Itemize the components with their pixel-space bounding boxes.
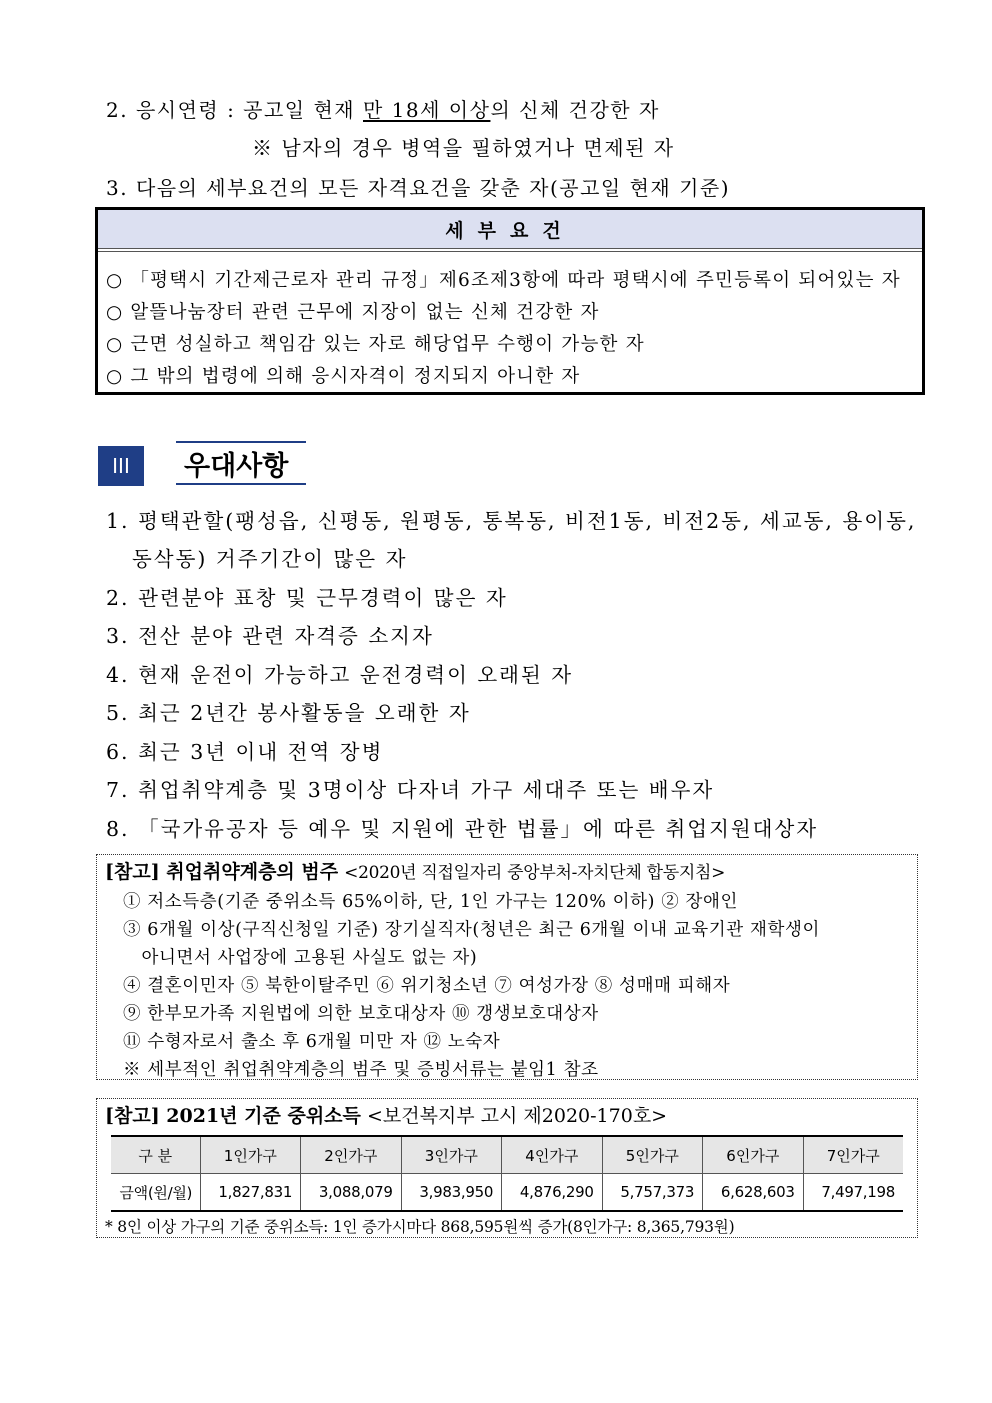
- preference-item: 6. 최근 3년 이내 전역 장병: [106, 740, 384, 764]
- section-title: 우대사항: [176, 441, 306, 485]
- header-divider: [98, 249, 922, 252]
- preference-item: 3. 전산 분야 관련 자격증 소지자: [106, 624, 434, 648]
- requirement-item: ○ 그 밖의 법령에 의해 응시자격이 정지되지 아니한 자: [106, 366, 581, 387]
- column-header: 4인가구: [502, 1136, 603, 1174]
- reference-income-title: [참고] 2021년 기준 중위소득 <보건복지부 고시 제2020-170호>: [105, 1105, 668, 1127]
- row-label: 금액(원/월): [111, 1174, 200, 1212]
- column-header: 5인가구: [602, 1136, 703, 1174]
- preference-item: 2. 관련분야 표창 및 근무경력이 많은 자: [106, 586, 508, 610]
- preference-item: 5. 최근 2년간 봉사활동을 오래한 자: [106, 701, 471, 725]
- section-number: III: [98, 446, 144, 486]
- table-cell: 3,983,950: [401, 1174, 502, 1212]
- table-row: [111, 1174, 903, 1212]
- column-header: 구 분: [111, 1136, 200, 1174]
- requirement-item: ○ 알뜰나눔장터 관련 근무에 지장이 없는 신체 건강한 자: [106, 302, 600, 323]
- reference-vulnerable-box: [96, 854, 918, 1080]
- table-cell: 5,757,373: [602, 1174, 703, 1212]
- reference-income-box: [96, 1098, 918, 1238]
- reference-vulnerable-title: [참고] 취업취약계층의 범주 <2020년 직접일자리 중앙부처-자치단체 합동지침>: [105, 861, 726, 883]
- preference-item: 8. 「국가유공자 등 예우 및 지원에 관한 법률」에 따른 취업지원대상자: [106, 817, 819, 841]
- reference-line: ④ 결혼이민자 ⑤ 북한이탈주민 ⑥ 위기청소년 ⑦ 여성가장 ⑧ 성매매 피해자: [123, 976, 731, 996]
- military-note: ※ 남자의 경우 병역을 필하였거나 면제된 자: [252, 136, 675, 160]
- column-header: 3인가구: [401, 1136, 502, 1174]
- income-table: [111, 1135, 903, 1212]
- requirements-box: [95, 207, 925, 395]
- age-underlined: 만 18세 이상: [363, 98, 491, 122]
- age-requirement: 2. 응시연령 : 공고일 현재 만 18세 이상의 신체 건강한 자: [106, 98, 660, 122]
- column-header: 1인가구: [200, 1136, 301, 1174]
- reference-line: ⑪ 수형자로서 출소 후 6개월 미만 자 ⑫ 노숙자: [123, 1032, 501, 1052]
- reference-line: ① 저소득층(기준 중위소득 65%이하, 단, 1인 가구는 120% 이하) ② 장애인: [123, 892, 738, 912]
- income-note: * 8인 이상 가구의 기준 중위소득: 1인 증가시마다 868,595원씩 증가(8인가구: 8,365,793원): [105, 1218, 735, 1236]
- reference-line: ③ 6개월 이상(구직신청일 기준) 장기실직자(청년은 최근 6개월 이내 교육기관 재학생이: [123, 920, 820, 940]
- column-header: 7인가구: [803, 1136, 903, 1174]
- column-header: 2인가구: [301, 1136, 402, 1174]
- table-cell: 6,628,603: [703, 1174, 804, 1212]
- table-cell: 4,876,290: [502, 1174, 603, 1212]
- requirements-header: 세부요건: [98, 210, 922, 249]
- detail-intro: 3. 다음의 세부요건의 모든 자격요건을 갖춘 자(공고일 현재 기준): [106, 176, 731, 200]
- preference-item: 4. 현재 운전이 가능하고 운전경력이 오래된 자: [106, 663, 574, 687]
- preference-item: 1. 평택관할(팽성읍, 신평동, 원평동, 통복동, 비전1동, 비전2동, 세교동, 용이동,: [106, 509, 917, 533]
- reference-line: ⑨ 한부모가족 지원법에 의한 보호대상자 ⑩ 갱생보호대상자: [123, 1004, 599, 1024]
- reference-line: ※ 세부적인 취업취약계층의 범주 및 증빙서류는 붙임1 참조: [123, 1060, 599, 1080]
- table-cell: 7,497,198: [803, 1174, 903, 1212]
- column-header: 6인가구: [703, 1136, 804, 1174]
- reference-line: 아니면서 사업장에 고용된 사실도 없는 자): [123, 948, 478, 968]
- table-cell: 3,088,079: [301, 1174, 402, 1212]
- requirement-item: ○ 근면 성실하고 책임감 있는 자로 해당업무 수행이 가능한 자: [106, 334, 645, 355]
- preference-item: 동삭동) 거주기간이 많은 자: [132, 547, 408, 571]
- table-header-row: [111, 1136, 903, 1174]
- requirement-item: ○ 「평택시 기간제근로자 관리 규정」제6조제3항에 따라 평택시에 주민등록이 되어있는 자: [106, 270, 901, 291]
- preference-item: 7. 취업취약계층 및 3명이상 다자녀 가구 세대주 또는 배우자: [106, 778, 715, 802]
- table-cell: 1,827,831: [200, 1174, 301, 1212]
